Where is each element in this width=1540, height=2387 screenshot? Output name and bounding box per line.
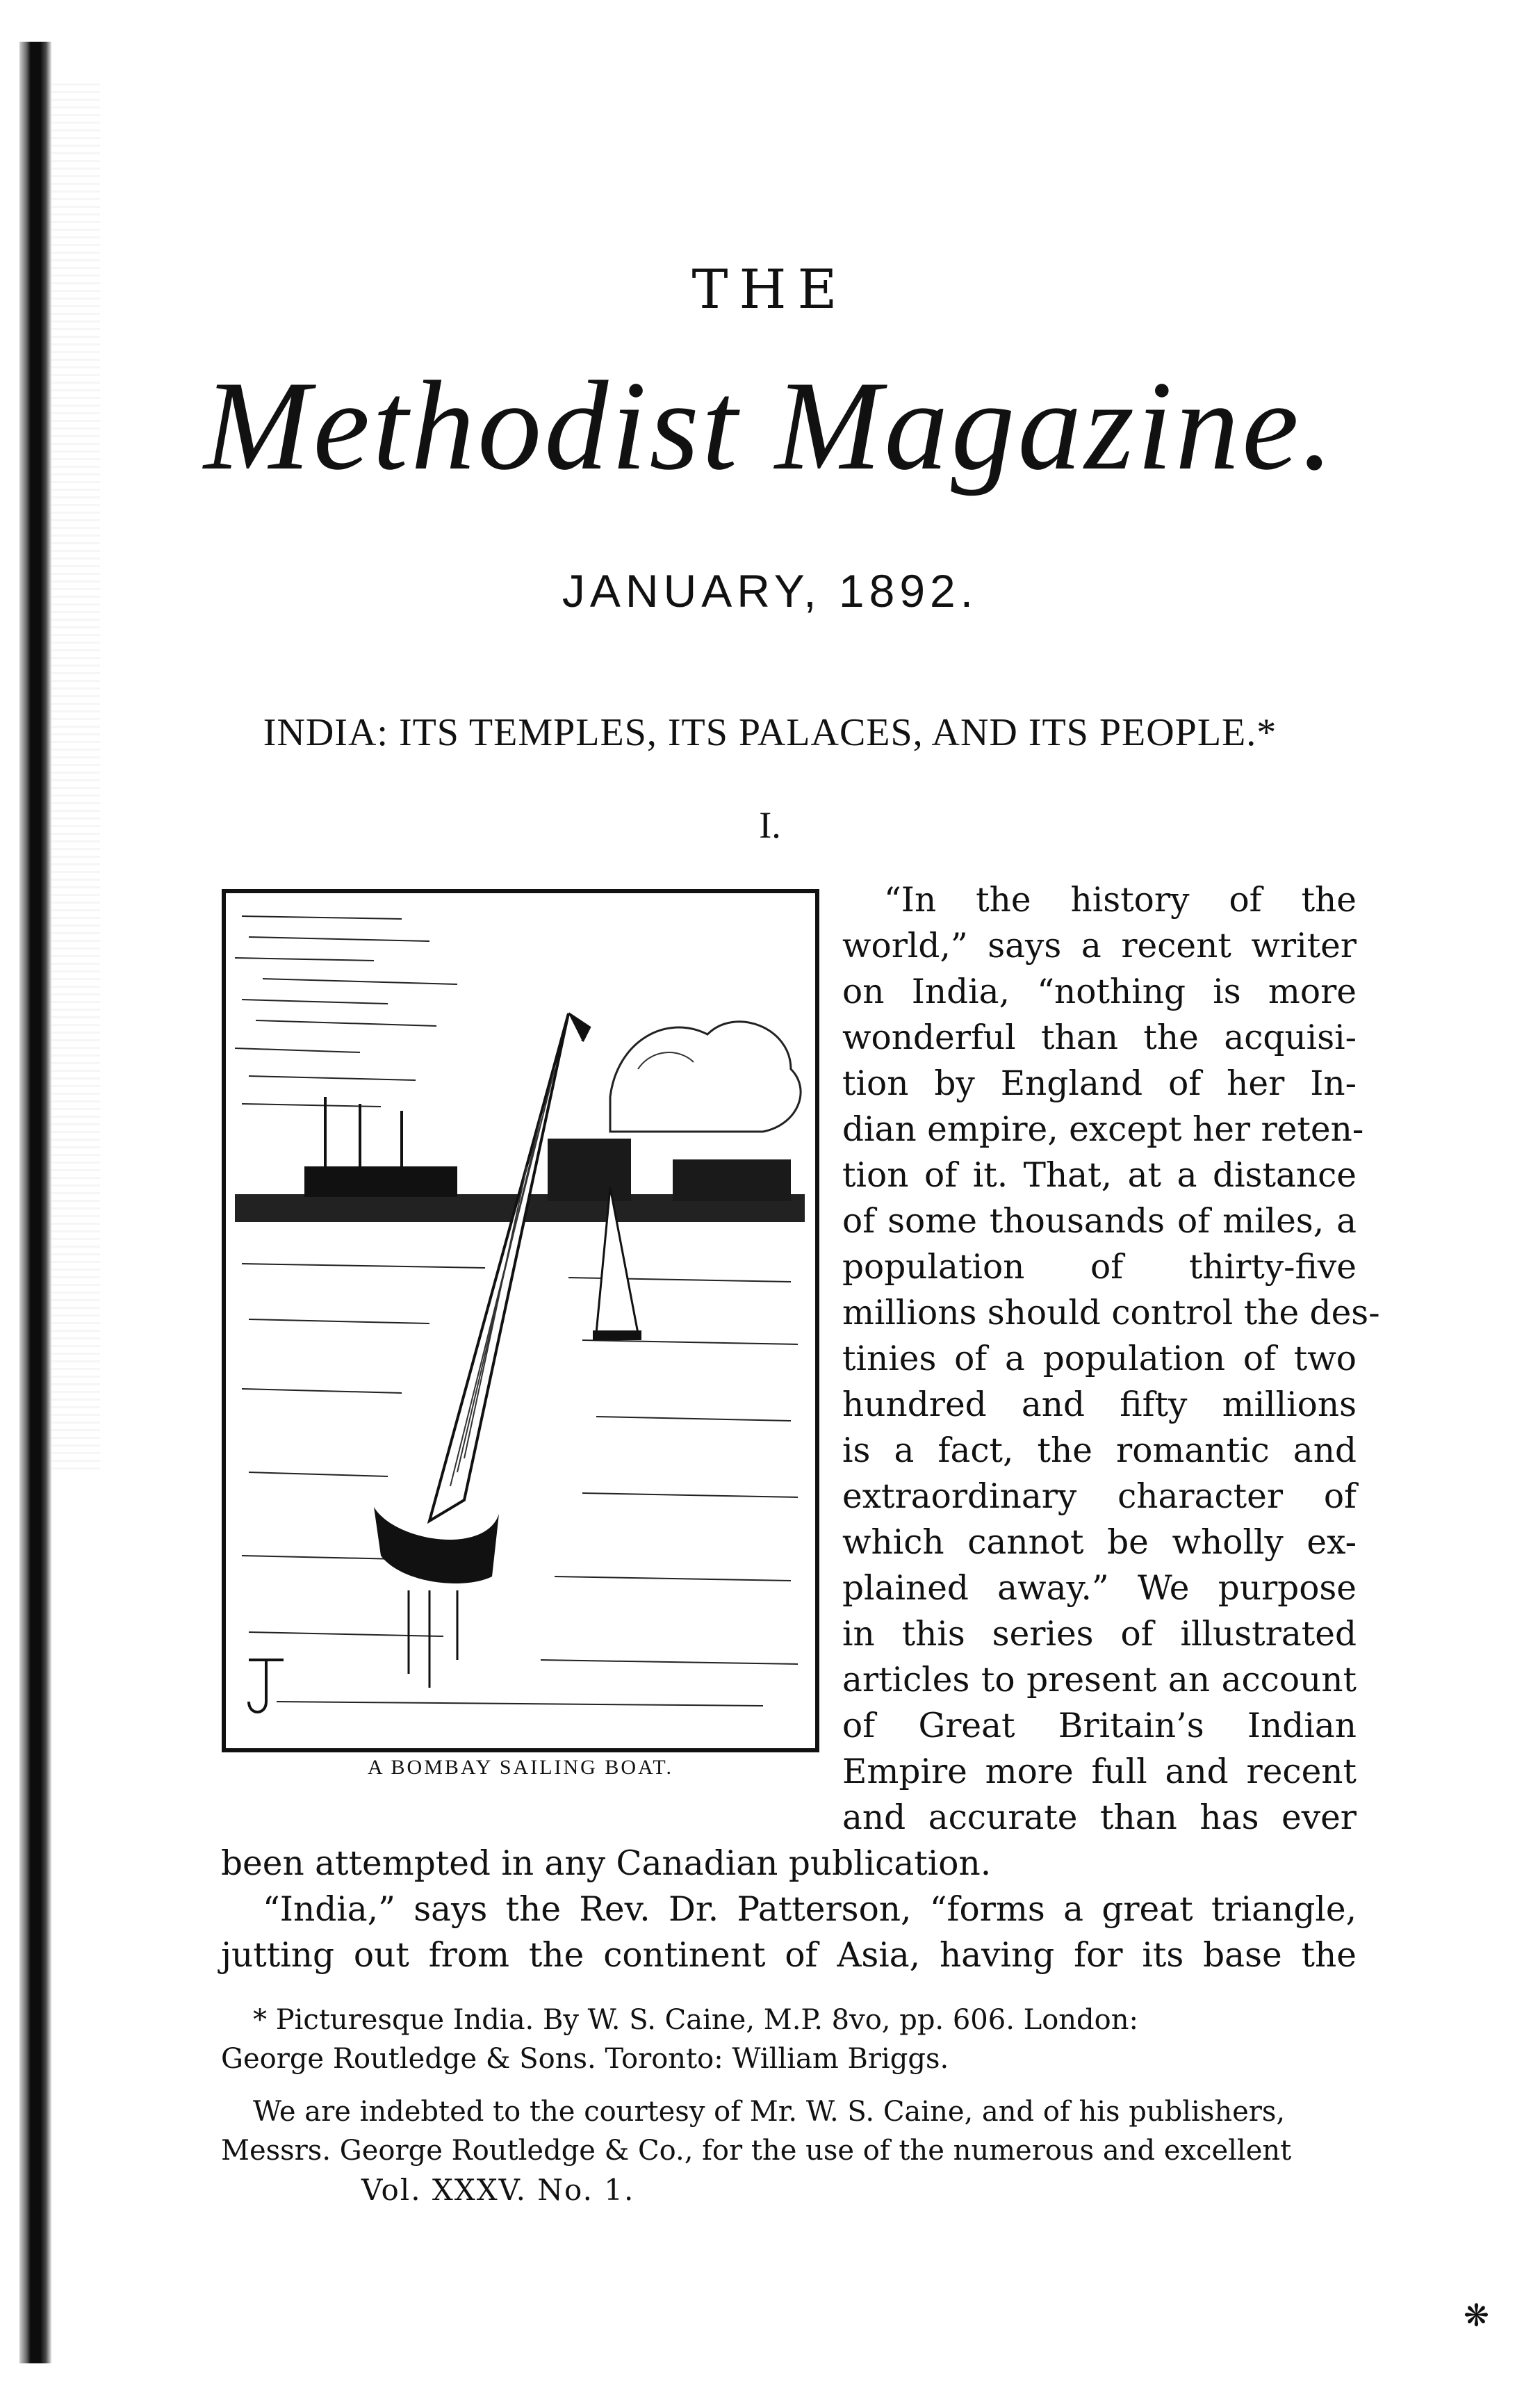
article-line: is a fact, the romantic and: [842, 1431, 1357, 1470]
article-line: articles to present an account: [842, 1661, 1357, 1700]
article-line: dian empire, except her reten-: [842, 1110, 1364, 1149]
article-line: millions should control the des-: [842, 1294, 1380, 1333]
article-line: tion by England of her In-: [842, 1064, 1357, 1103]
issue-date: JANUARY, 1892.: [562, 565, 978, 617]
article-line: in this series of illustrated: [842, 1615, 1357, 1654]
article-line: on India, “nothing is more: [842, 972, 1357, 1011]
citation-footnote: [221, 2001, 1357, 2078]
article-line: “In the history of the: [884, 881, 1357, 920]
article-line: plained away.” We purpose: [842, 1569, 1357, 1608]
article-line: extraordinary character of: [842, 1477, 1357, 1516]
sailing-boat-engraving: [221, 888, 820, 1753]
article-line: “India,” says the Rev. Dr. Patterson, “forms a great triangle,: [263, 1890, 1357, 1929]
article-line: world,” says a recent writer: [842, 927, 1357, 966]
article-line: of Great Britain’s Indian: [842, 1706, 1357, 1745]
article-line: population of thirty-five: [842, 1248, 1357, 1287]
article-line: and accurate than has ever: [842, 1798, 1357, 1837]
footnote-line: * Picturesque India. By W. S. Caine, M.P. 8vo, pp. 606. London:: [253, 2004, 1138, 2036]
article-part-numeral: I.: [759, 804, 781, 846]
masthead-title: Methodist Magazine.: [204, 355, 1336, 496]
masthead-the: THE: [691, 259, 849, 321]
article-line: tion of it. That, at a distance: [842, 1156, 1357, 1195]
printer-ornament: ❋: [1464, 2298, 1489, 2333]
article-line: hundred and fifty millions: [842, 1385, 1357, 1424]
article-line: jutting out from the continent of Asia, having for its base the: [221, 1936, 1357, 1975]
figure-caption: A BOMBAY SAILING BOAT.: [368, 1756, 673, 1779]
acknowledgement-footnote: [221, 2092, 1357, 2170]
article-line: Empire more full and recent: [842, 1752, 1357, 1791]
article-body-full-width: [221, 1841, 1357, 1978]
article-line: which cannot be wholly ex-: [842, 1523, 1357, 1562]
volume-number: Vol. XXXV. No. 1.: [361, 2173, 635, 2207]
article-line: been attempted in any Canadian publication.: [221, 1844, 992, 1883]
article-line: tinies of a population of two: [842, 1339, 1357, 1378]
footnote-line: Messrs. George Routledge & Co., for the use of the numerous and excellent: [221, 2135, 1292, 2167]
article-title: INDIA: ITS TEMPLES, ITS PALACES, AND ITS PEOPLE.*: [263, 711, 1277, 754]
article-line: wonderful than the acquisi-: [842, 1018, 1357, 1057]
footnote-line: George Routledge & Sons. Toronto: William Briggs.: [221, 2043, 949, 2075]
footnote-line: We are indebted to the courtesy of Mr. W. S. Caine, and of his publishers,: [253, 2096, 1286, 2128]
article-column-text: [842, 877, 1380, 1841]
article-line: of some thousands of miles, a: [842, 1202, 1357, 1241]
bombay-sailing-boat-illustration: [221, 888, 820, 1753]
